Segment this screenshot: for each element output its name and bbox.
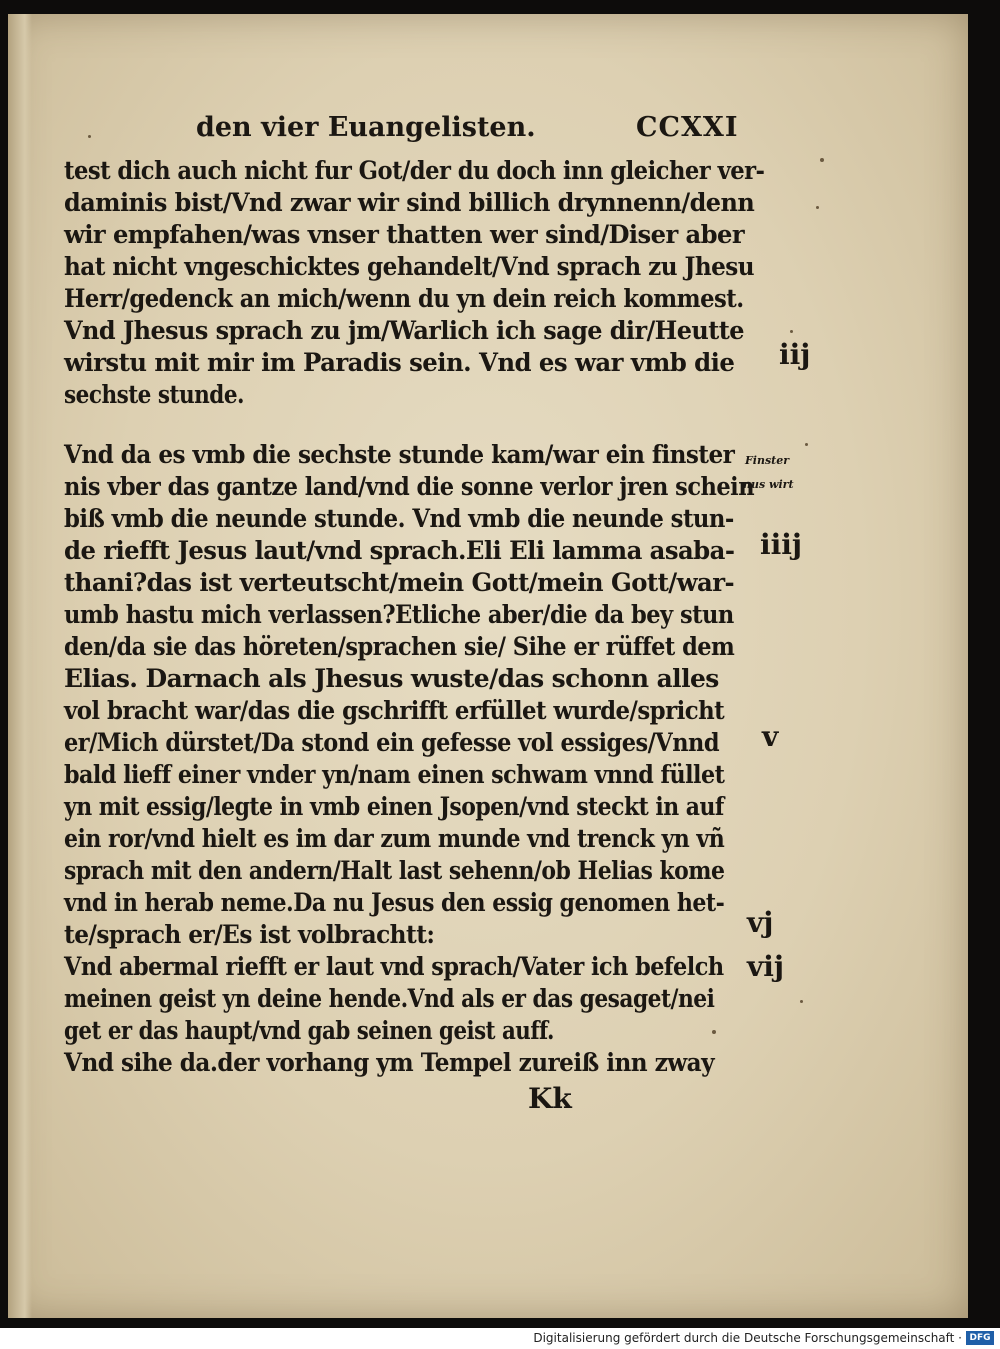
margin-numeral-vij: vij [747,950,785,983]
text-line: vol bracht war/das die gschrifft erfüllet wurde/spricht [64,696,725,726]
text-line: hat nicht vngeschicktes gehandelt/Vnd sprach zu Jhesu [64,252,755,282]
text-line: vnd in herab neme.Da nu Jesus den essig genomen het- [64,888,725,918]
speck [800,1000,803,1003]
text-line: get er das haupt/vnd gab seinen geist auff. [64,1016,554,1046]
text-line: Herr/gedenck an mich/wenn du yn dein reich kommest. [64,284,744,314]
footer-bar [0,1328,1000,1349]
text-line: test dich auch nicht fur Got/der du doch inn gleicher ver- [64,156,765,186]
margin-numeral-iij: iij [779,338,811,371]
margin-numeral-v: v [762,720,779,753]
text-line: Elias. Darnach als Jhesus wuste/das schonn alles [64,664,719,694]
text-line: Vnd Jhesus sprach zu jm/Warlich ich sage dir/Heutte [64,316,744,346]
text-line: wir empfahen/was vnser thatten wer sind/Diser aber [64,220,745,250]
text-line: wirstu mit mir im Paradis sein. Vnd es war vmb die [64,348,735,378]
text-line: nis vber das gantze land/vnd die sonne verlor jren schein [64,472,755,502]
dfg-logo: DFG [966,1331,994,1345]
speck [712,1030,716,1034]
signature-mark: Kk [528,1082,572,1115]
text-line: te/sprach er/Es ist volbrachtt: [64,920,435,950]
folio-number: CCXXI [636,112,739,143]
margin-numeral-vj: vj [747,906,774,939]
text-line: ein ror/vnd hielt es im dar zum munde vnd trenck yn vñ [64,824,725,854]
text-line: sprach mit den andern/Halt last sehenn/ob Helias kome [64,856,725,886]
speck [805,443,808,446]
text-line: Vnd sihe da.der vorhang ym Tempel zureiß inn zway [64,1048,715,1078]
text-line: bald lieff einer vnder yn/nam einen schwam vnnd füllet [64,760,725,790]
text-line: thani?das ist verteutscht/mein Gott/mein Gott/war- [64,568,735,598]
text-line: sechste stunde. [64,380,245,410]
speck [820,158,824,162]
margin-numeral-iiij: iiij [760,528,803,561]
margin-note-line2: nus wirt [743,478,794,491]
text-line: Vnd abermal riefft er laut vnd sprach/Vater ich befelch [64,952,724,982]
speck [790,330,793,333]
text-line: yn mit essig/legte in vmb einen Jsopen/vnd steckt in auf [64,792,724,822]
speck [88,135,91,138]
margin-note-line1: Finster [745,454,790,467]
text-line: den/da sie das höreten/sprachen sie/ Sihe er rüffet dem [64,632,735,662]
text-line: meinen geist yn deine hende.Vnd als er das gesaget/nei [64,984,715,1014]
text-line: biß vmb die neunde stunde. Vnd vmb die neunde stun- [64,504,734,534]
text-line: de riefft Jesus laut/vnd sprach.Eli Eli lamma asaba- [64,536,735,566]
text-line: umb hastu mich verlassen?Etliche aber/die da bey stun [64,600,734,630]
funding-credit: Digitalisierung gefördert durch die Deutsche Forschungsgemeinschaft · [533,1331,962,1345]
speck [816,206,819,209]
text-line: daminis bist/Vnd zwar wir sind billich drynnenn/denn [64,188,755,218]
text-line: Vnd da es vmb die sechste stunde kam/war ein finster [64,440,735,470]
running-title: den vier Euangelisten. [196,112,536,143]
text-line: er/Mich dürstet/Da stond ein gefesse vol essiges/Vnnd [64,728,720,758]
page-gutter-edge [8,14,32,1318]
